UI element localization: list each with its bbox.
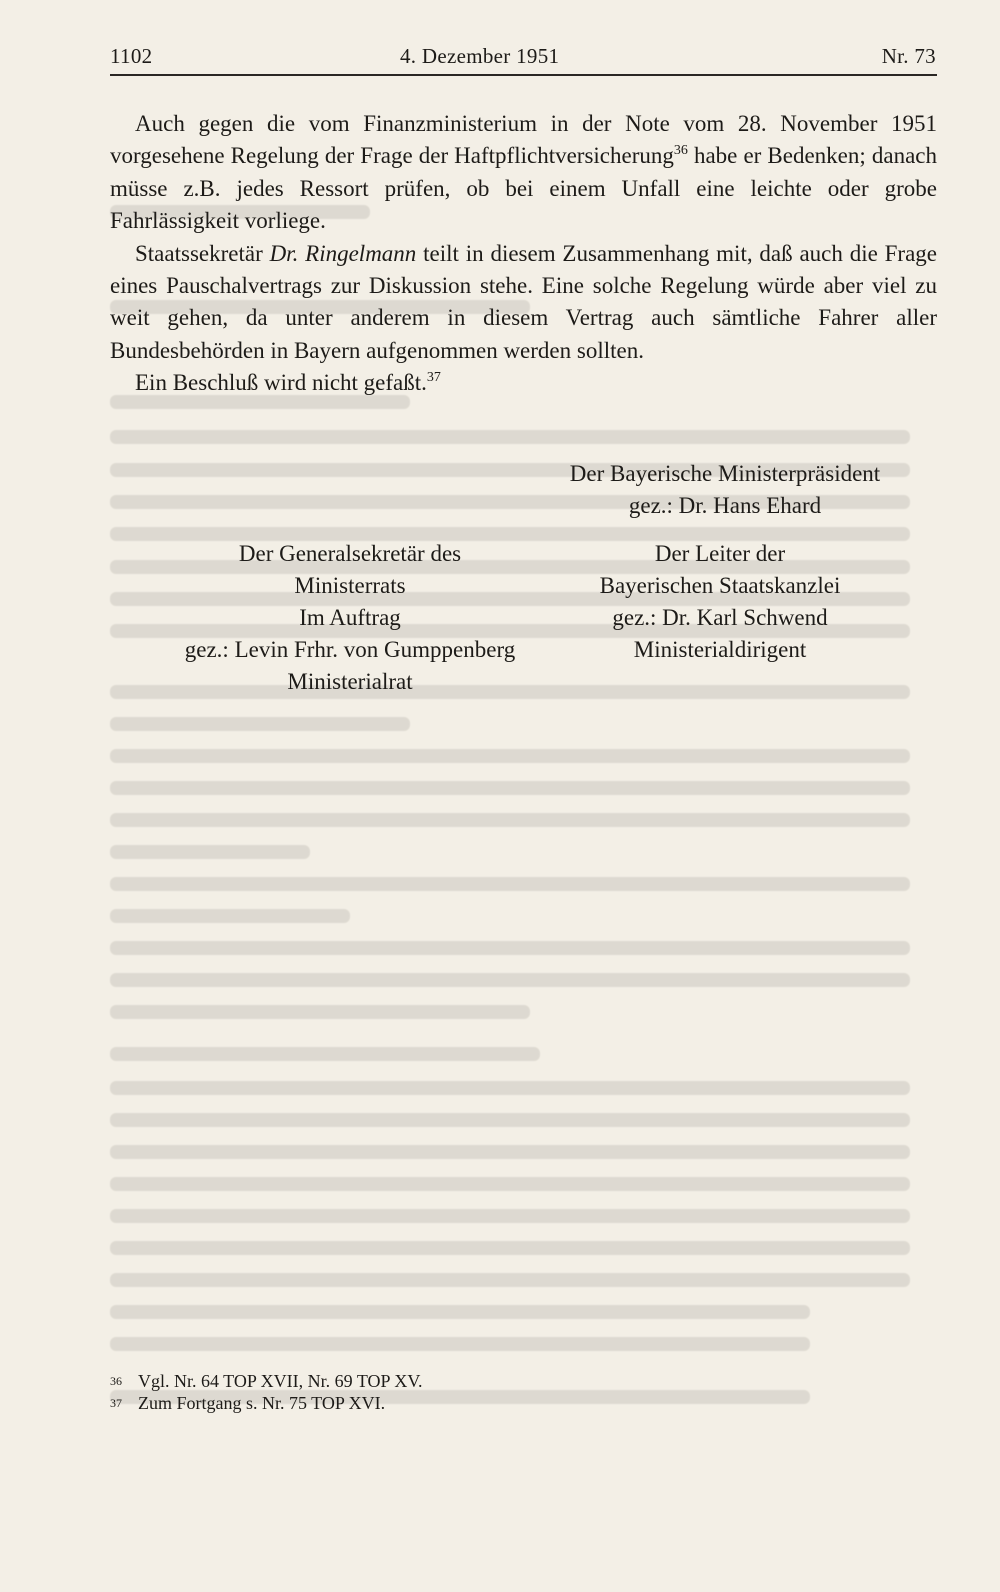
footnote — [110, 1392, 810, 1414]
body-text — [110, 108, 937, 400]
footnote-text: Zum Fortgang s. Nr. 75 TOP XVI. — [138, 1393, 386, 1413]
footnote-text: Vgl. Nr. 64 TOP XVII, Nr. 69 TOP XV. — [138, 1371, 423, 1391]
paragraph: Auch gegen die vom Finanzministerium in der Note vom 28. November 1951 vorgesehene Regelung der Frage der Haftpflichtversicherung$^{36}$ habe er Bedenken; danach müsse z.B. jedes Ressort prüfen, ob bei einem Unfall eine leichte oder grobe Fahrlässigkeit vorliege. — [110, 111, 937, 234]
footnote-ref: 37 — [426, 370, 441, 386]
signature-president: Der Bayerische Ministerpräsident gez.: Dr. Hans Ehard — [569, 461, 881, 518]
paragraph: Staatssekretär Dr. Ringelmann teilt in diesem Zusammenhang mit, daß auch die Frage eines Pauschalvertrags zur Diskussion stehe. Eine solche Regelung würde aber viel zu weit gehen, da unter anderem in diesem Vertrag auch sämtliche Fahrer aller Bundesbehörden in Bayern aufgenommen werden sollten. — [110, 240, 937, 363]
footnote — [110, 1370, 810, 1392]
signature-secretary: Der Generalsekretär des Ministerrats Im Auftrag gez.: Levin Frhr. von Gumppenberg Ministerialrat — [184, 541, 516, 694]
person-name: Dr. Ringelmann — [269, 240, 417, 266]
footnote-number: 37 — [110, 1396, 122, 1410]
header-rule — [110, 74, 937, 76]
header-date: 4. Dezember 1951 — [400, 44, 560, 68]
footnote-number: 36 — [110, 1374, 122, 1388]
page-number: 1102 — [110, 44, 153, 68]
signature-chancellery: Der Leiter der Bayerischen Staatskanzlei gez.: Dr. Karl Schwend Ministerialdirigent — [599, 541, 841, 662]
paragraph: Ein Beschluß wird nicht gefaßt.$^{37}$ — [135, 370, 441, 396]
header-issue: Nr. 73 — [881, 44, 936, 68]
footnotes — [110, 1370, 810, 1414]
footnote-ref: 36 — [673, 143, 688, 159]
